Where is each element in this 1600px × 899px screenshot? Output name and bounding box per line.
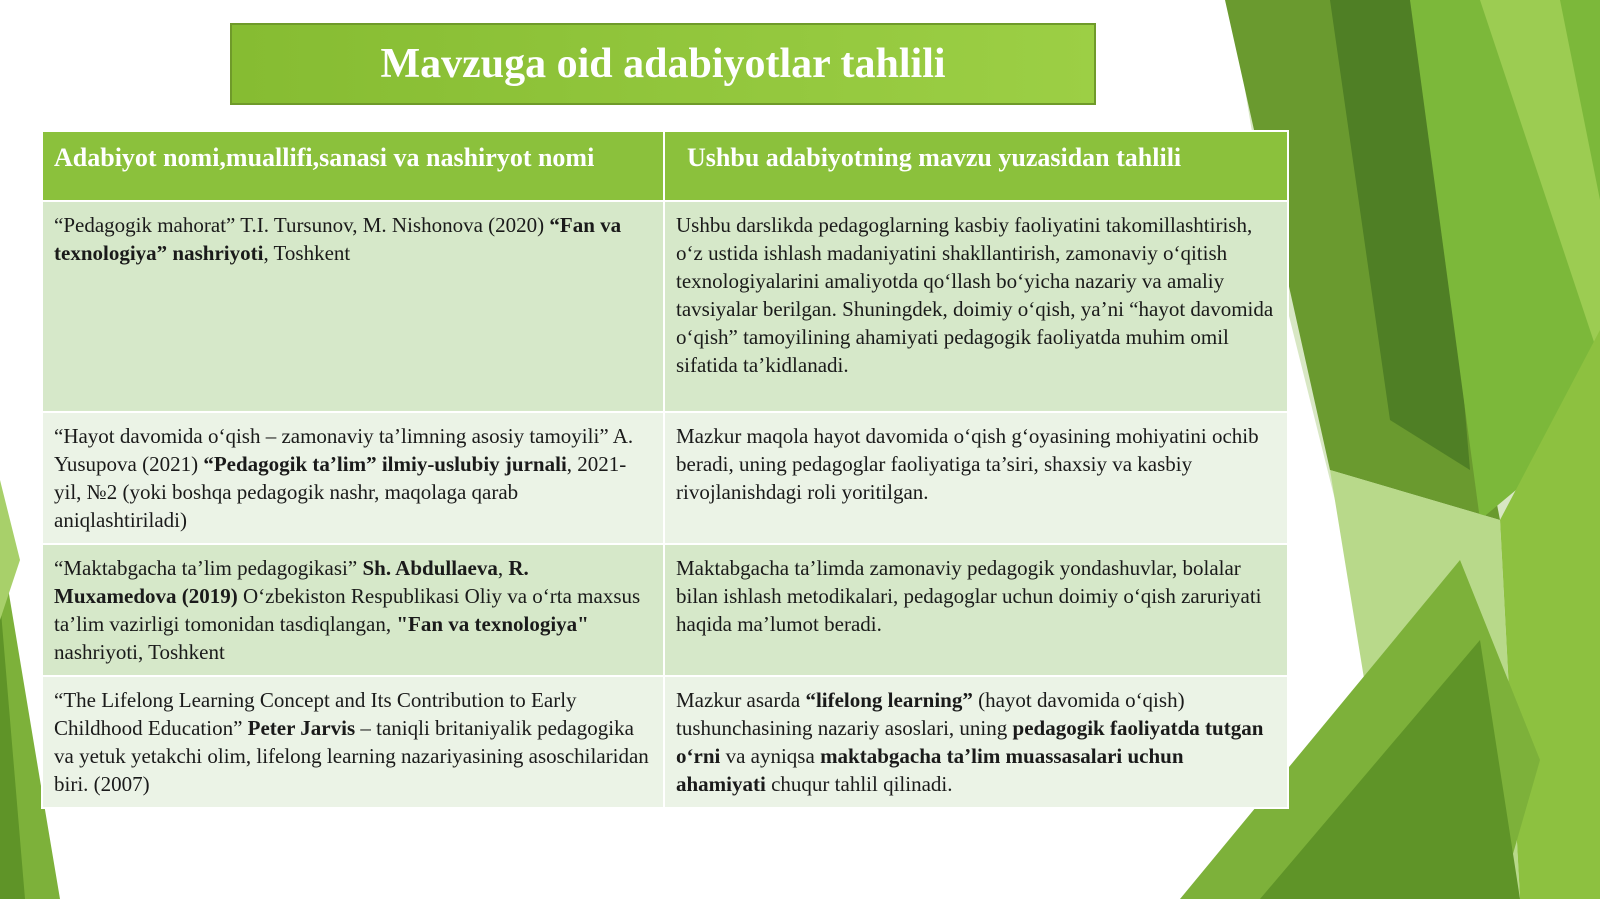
text-run: Mazkur maqola hayot davomida o‘qish g‘oyasining mohiyatini ochib beradi, uning pedagoglar faoliyatiga ta’siri, shaxsiy va kasbiy rivojlanishdagi roli yoritilgan. bbox=[676, 424, 1259, 504]
text-run: “Pedagogik mahorat” T.I. Tursunov, M. Nishonova (2020) bbox=[54, 213, 550, 237]
analysis-cell bbox=[664, 412, 1288, 544]
source-cell bbox=[42, 201, 664, 412]
text-run: O‘zbekiston Respublikasi Oliy va o‘rta maxsus ta’lim vazirligi tomonidan tasdiqlangan, bbox=[54, 584, 641, 636]
bold-text-run: maktabgacha ta’lim muassasalari uchun ahamiyati bbox=[676, 744, 1184, 796]
text-run: “The Lifelong Learning Concept and Its Contribution to Early Childhood Education” bbox=[54, 688, 577, 740]
table-row bbox=[42, 544, 1288, 676]
source-cell bbox=[42, 676, 664, 808]
text-run: va ayniqsa bbox=[720, 744, 821, 768]
bold-text-run: R. Muxamedova (2019) bbox=[54, 556, 529, 608]
table-row bbox=[42, 201, 1288, 412]
analysis-cell bbox=[664, 201, 1288, 412]
table-header-row bbox=[42, 131, 1288, 201]
text-run: “Hayot davomida o‘qish – zamonaviy ta’limning asosiy tamoyili” A. Yusupova (2021) bbox=[54, 424, 634, 476]
text-run: (hayot davomida o‘qish) tushunchasining nazariy asoslari, uning bbox=[676, 688, 1185, 740]
literature-table bbox=[41, 130, 1289, 809]
text-run: – taniqli britaniyalik pedagogika va yetuk yetakchi olim, lifelong learning nazariyasining asoschilaridan biri. (2007) bbox=[54, 716, 649, 796]
column-header-source: Adabiyot nomi,muallifi,sanasi va nashiryot nomi bbox=[42, 131, 664, 201]
text-run: Ushbu darslikda pedagoglarning kasbiy faoliyatini takomillashtirish, o‘z ustida ishlash madaniyatini shakllantirish, zamonaviy o‘qitish texnologiyalarini amaliyotda qo‘llash bo‘yicha nazariy va amaliy tavsiyalar berilgan. Shuningdek, doimiy o‘qish, ya’ni “hayot davomida o‘qish” tamoyilining ahamiyati pedagogik faoliyatda muhim omil sifatida ta’kidlanadi. bbox=[676, 213, 1274, 377]
analysis-cell bbox=[664, 676, 1288, 808]
slide-title: Mavzuga oid adabiyotlar tahlili bbox=[380, 41, 946, 87]
bold-text-run: “lifelong learning” bbox=[805, 688, 973, 712]
column-header-analysis: Ushbu adabiyotning mavzu yuzasidan tahlili bbox=[664, 131, 1288, 201]
text-run: chuqur tahlil qilinadi. bbox=[765, 772, 953, 796]
bold-text-run: Peter Jarvis bbox=[247, 716, 356, 740]
bold-text-run: Sh. Abdullaeva bbox=[362, 556, 498, 580]
bold-text-run: pedagogik faoliyatda tutgan o‘rni bbox=[676, 716, 1264, 768]
source-cell bbox=[42, 412, 664, 544]
text-run: Mazkur asarda bbox=[676, 688, 806, 712]
bold-text-run: “Pedagogik ta’lim” ilmiy-uslubiy jurnali bbox=[203, 452, 567, 476]
source-cell bbox=[42, 544, 664, 676]
text-run: Maktabgacha ta’limda zamonaviy pedagogik yondashuvlar, bolalar bilan ishlash metodikalari, pedagoglar uchun doimiy o‘qish zaruriyati haqida ma’lumot beradi. bbox=[676, 556, 1262, 636]
text-run: nashriyoti, Toshkent bbox=[54, 640, 225, 664]
text-run: , Toshkent bbox=[263, 241, 351, 265]
bold-text-run: "Fan va texnologiya" bbox=[396, 612, 589, 636]
text-run: “Maktabgacha ta’lim pedagogikasi” bbox=[54, 556, 363, 580]
bold-text-run: “Fan va texnologiya” nashriyoti bbox=[54, 213, 622, 265]
table-row bbox=[42, 412, 1288, 544]
table-row bbox=[42, 676, 1288, 808]
text-run: , 2021-yil, №2 (yoki boshqa pedagogik nashr, maqolaga qarab aniqlashtiriladi) bbox=[54, 452, 627, 532]
decor-shape bbox=[0, 480, 20, 620]
title-banner bbox=[230, 23, 1096, 105]
text-run: , bbox=[497, 556, 509, 580]
analysis-cell bbox=[664, 544, 1288, 676]
